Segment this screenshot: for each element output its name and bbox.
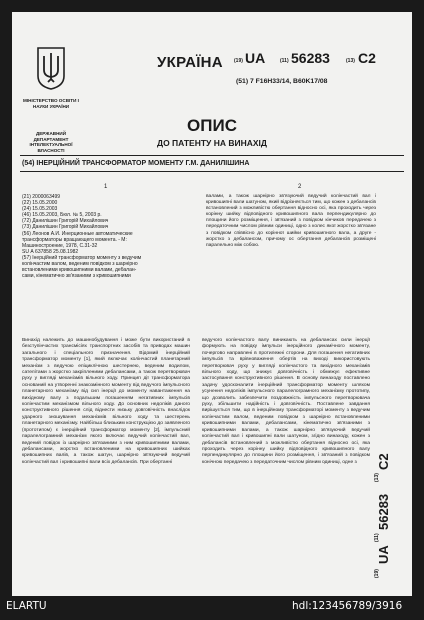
biblio-line: (56) Леонов А.И. Инерционные автоматические — [22, 230, 133, 237]
vertical-patent-code — [372, 438, 410, 578]
biblio-line: (21) 2000063499 — [22, 194, 61, 200]
code-19: (19) — [234, 58, 243, 64]
side-code-13: (13) — [374, 473, 380, 482]
footer-repository-name: ELARTU — [6, 600, 47, 612]
biblio-line: трансформаторы вращающего момента. - М: — [22, 236, 127, 243]
doc-number: 56283 — [291, 50, 330, 66]
side-doc-number: 56283 — [376, 493, 391, 530]
biblio-line: (73) Данилішин Григорій Михайлович — [22, 224, 109, 231]
code-11: (11) — [280, 58, 289, 64]
trident-emblem-icon — [36, 46, 66, 90]
biblio-line: (22) 15.05.2000 — [22, 200, 58, 207]
document-subtitle: ДО ПАТЕНТУ НА ВИНАХІД — [157, 138, 267, 148]
description-left-column: Винахід належить до машинобудування і може бути використаний в безступінчастих трансмісіях транспортних засобів та приводах машин загального і спеціального призначення. Відомий інерційний трансформатор моменту [1], який включає колінчастий планетарний механізм з ведучою епіциклічною шестернею, веденим водилом, сателітами з жорстко закріпленими дебалансами, а також перетворювач руху у вигляді механізмів вільного ходу. Принцип дії трансформатора оснований на утворенні знакозмінного моменту від ведучого імпульсного планетарного механізму від сил інерції до моменту навантаження на вихідному валу з подальшим погашенням негативних імпульсів колінчастим механізмом вільного ходу. До основних недоліків даного конструктивного рішення слід віднести низьку довговічність внаслідок ударного зношування механізмів вільного ходу та шестерень планетарного механізму. Найбільш близьким конструкцією до заявленого (прототипом) є інерційний трансформатор моменту [2], імпульсний паралелограмний механізм якого включає ведучий колінчастий вал, ведений повідок із шарнірно зв'язаними з ним кривошипними валами, дебалансами, жорстко встановленими на кривошипних шийках кривошипних валів, а також шатун, шарнірно зв'язуючий ведучий колінчастий вал і кривошипні вали всіх дебалансів. При обертанні — [22, 338, 190, 465]
bibliographic-data — [22, 194, 192, 279]
ministry-name: МІНІСТЕРСТВО ОСВІТИ І НАУКИ УКРАЇНИ — [23, 98, 79, 109]
column-number-1: 1 — [104, 184, 108, 190]
biblio-line: SU А 637858 25.08.1982 — [22, 248, 79, 255]
code-13: (13) — [346, 58, 355, 64]
document-title: ОПИС — [187, 116, 237, 135]
biblio-line: колінчастим валом, веденим повідком з шарнірно — [22, 261, 138, 268]
biblio-line: Машиностроение, 1978, С.31-32 — [22, 242, 98, 249]
biblio-line: сами, кінематично зв'язаними з кривошипними — [22, 273, 131, 280]
patent-page — [12, 12, 412, 596]
biblio-line: (46) 15.05.2003, Бюл. № 5, 2003 р. — [22, 212, 102, 219]
ipc-classification: (51) 7 F16H33/14, B60K17/08 — [236, 78, 328, 85]
side-country-code: UA — [376, 545, 391, 564]
kind-code: C2 — [358, 50, 376, 66]
abstract-text: валами, а також шарнірно зв'язуючий ведучий колінчастий вал і кривошипні вали шатуном, який відрізняється тим, що кожен з дебалансів встановлений з можливістю обертання відносно осі, яка проходить через корінну шийку відповідного кривошипного вала перпендикулярно до площини його розміщення, і зв'язаний з повідком кінчиков передачею з передаточним числом рівним одиниці, одно з колес якої жорстко зв'язане з повідком співвісно до корінної шийки кривошипного вала, а друге - жорстко з дебалансом, причому ос обертання дебалансів розміщені паралельно між собою. — [206, 194, 376, 248]
invention-title: (54) ІНЕРЦІЙНИЙ ТРАНСФОРМАТОР МОМЕНТУ Г.М. ДАНИЛІШИНА — [22, 160, 250, 167]
biblio-line: (24) 15.05.2003 — [22, 206, 58, 213]
side-code-19: (19) — [374, 569, 380, 578]
divider-bottom — [20, 171, 404, 172]
footer-handle: hdl:123456789/3916 — [292, 600, 403, 612]
department-name: ДЕРЖАВНИЙ ДЕПАРТАМЕНТ ІНТЕЛЕКТУАЛЬНОЇ ВЛАСНОСТІ — [29, 131, 73, 153]
biblio-line: (57) Інерційний трансформатор моменту з ведучим — [22, 254, 142, 261]
divider-top — [20, 155, 404, 156]
country-code: UA — [245, 50, 266, 66]
side-code-11: (11) — [374, 533, 380, 542]
description-right-column: ведучого колінчастого валу виникають на дебалансах сили інерції формують на повідку імпульси інерційного динамічного моменту, почергово направлені в протилежні сторони. Для погашення негативних імпульсів та врівноваження обертів на виході використовують перетворювач руху у вигляді колінчастого та вихідного механізмів вільного ходу, що знижує довговічність і обмежує ефективне застосування конструктивного рішення. В основу винаходу поставлено задачу удосконалити інерційний трансформатор моменту шляхом усунення недоліків імпульсного паралелограмного механізму прототипу, що дозволить забезпечити поздовжність імпульсного перетворювача руху, збільшити надійність і довговічність. Поставлене завдання вирішується тим, що в інерційному трансформаторі моменту з ведучим колінчастим валом, веденим повідком з шарнірно встановленими кривошипними валами, дебалансами, кінематично зв'язаними з кривошипними валами, а також шарнірно зв'язуючий ведучий колінчастий вал і кривошипні вали шатуном, згідно винаходу, кожен з дебалансів встановлений з можливістю обертання відносно осі, яка проходить через корінну шийку відповідного кривошипного валу перпендикулярно до площини його розміщення, і зв'язаний з повідком конічною передачею з передаточним числом рівним одиниці, одне з — [202, 338, 370, 465]
biblio-line: встановленими кривошипними валами, дебалан- — [22, 267, 137, 274]
side-kind-code: C2 — [376, 453, 391, 470]
biblio-line: (72) Данилішин Григорій Михайлович — [22, 218, 109, 225]
column-number-2: 2 — [298, 184, 302, 190]
country-name: УКРАЇНА — [157, 54, 223, 71]
